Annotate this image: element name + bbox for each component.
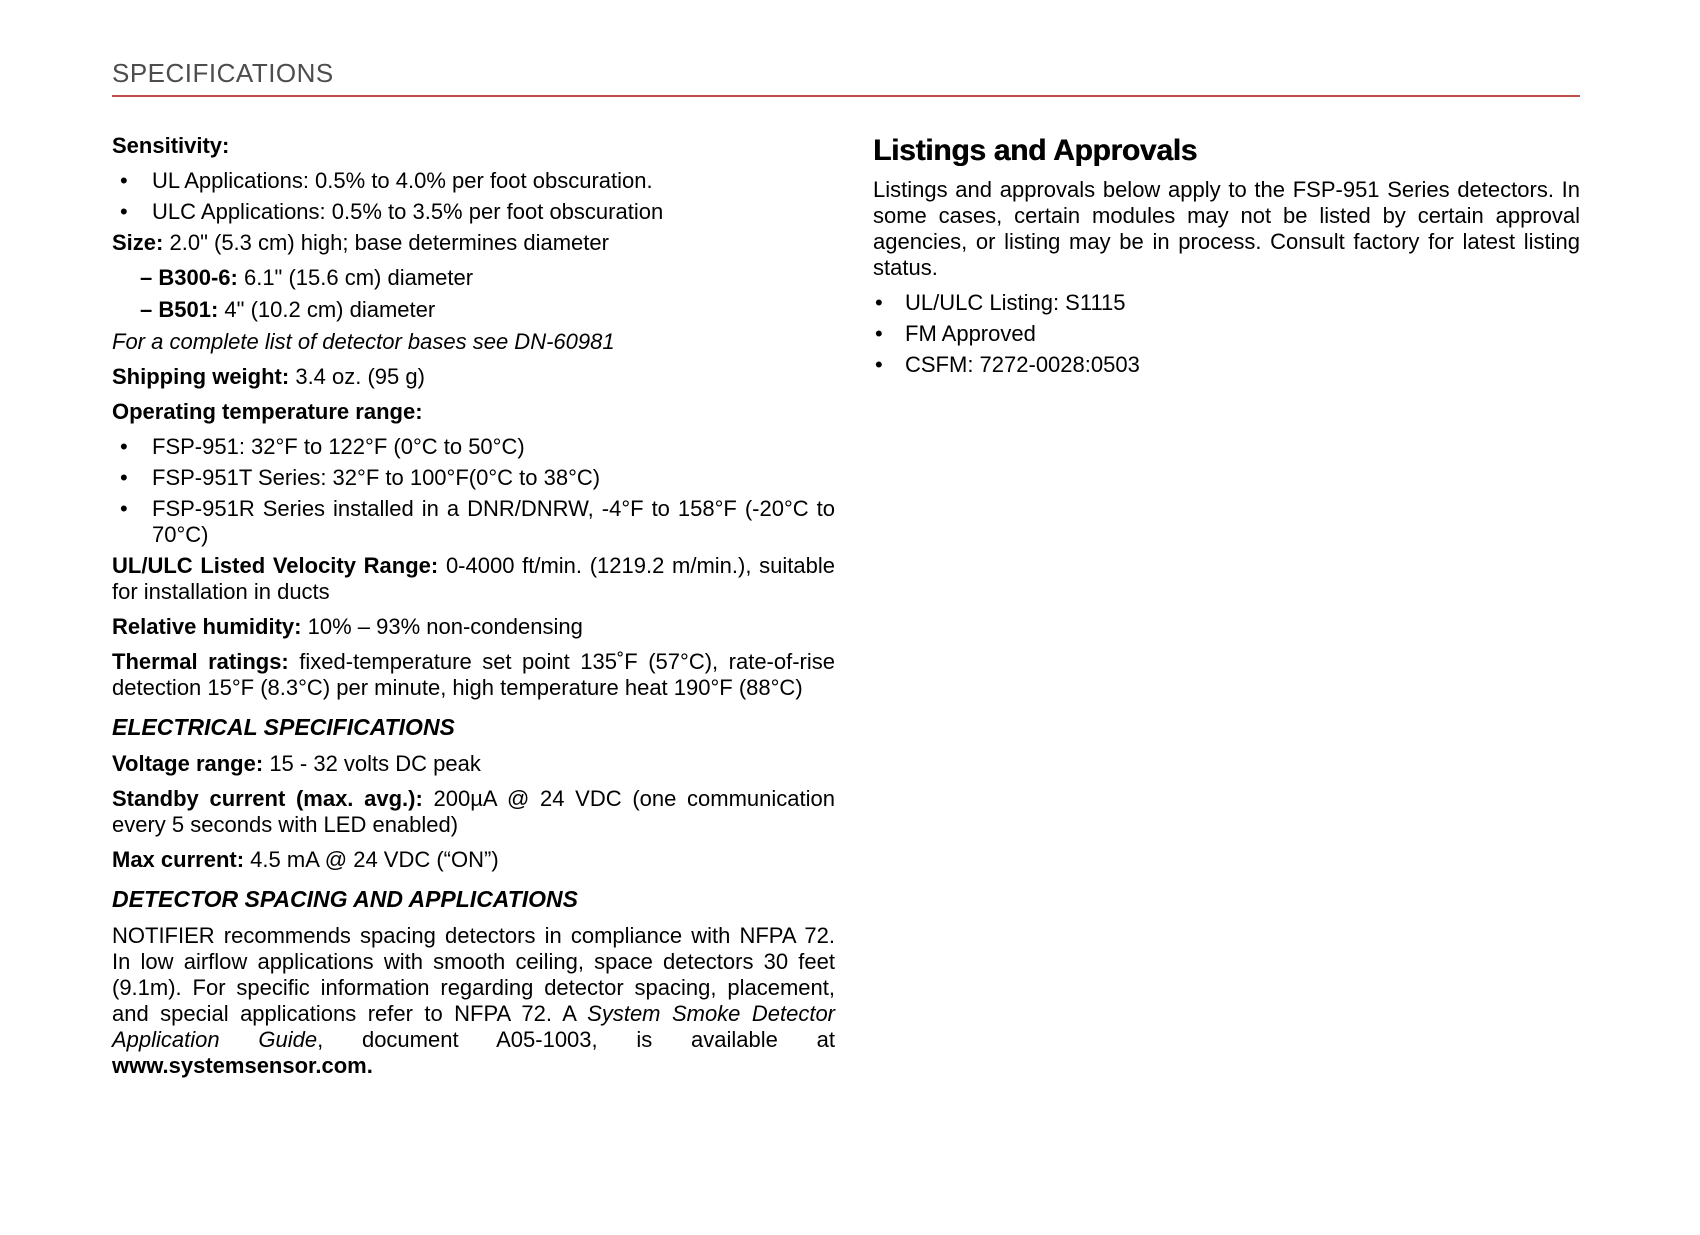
spec-value: 200µA @ 24 VDC (one communication every 5 seconds with LED enabled) [112, 786, 835, 837]
spec-label: Max current: [112, 847, 245, 872]
spec-label: Shipping weight: [112, 364, 290, 389]
spec-value: 10% – 93% non-condensing [307, 614, 583, 639]
bullet-item-ul-applications [112, 168, 835, 194]
bullet-text: FM Approved [905, 321, 1036, 346]
bullet-item-ulc-applications [112, 199, 835, 225]
bullet-text: UL Applications: 0.5% to 4.0% per foot obscuration. [152, 168, 653, 193]
bullet-item-fsp-951r [112, 496, 835, 548]
detector-bases-note: For a complete list of detector bases see DN-60981 [112, 329, 615, 354]
spec-velocity-range [112, 553, 835, 605]
sub-item-label: – B501: [140, 297, 219, 322]
bullet-icon: • [875, 321, 883, 346]
bullet-item-fm-approved [873, 321, 1580, 347]
listings-approvals-column [873, 133, 1580, 1088]
bullet-item-fsp-951t [112, 465, 835, 491]
spec-value: 3.4 oz. (95 g) [295, 364, 425, 389]
specifications-column [112, 133, 835, 1088]
document-title-italic: System Smoke Detector Application Guide [112, 1001, 836, 1052]
bullet-item-csfm [873, 352, 1580, 378]
spec-shipping-weight [112, 364, 835, 390]
spec-label: UL/ULC Listed Velocity Range: [112, 553, 439, 578]
spec-value: 0-4000 ft/min. (1219.2 m/min.), suitable for installation in ducts [112, 553, 835, 604]
spec-max-current [112, 847, 835, 873]
spec-value: 2.0" (5.3 cm) high; base determines diameter [169, 230, 609, 255]
header-rule [112, 95, 1580, 97]
spec-label: Sensitivity: [112, 133, 230, 158]
spec-label: Standby current (max. avg.): [112, 786, 423, 811]
spec-standby-current [112, 786, 835, 838]
bullet-icon: • [120, 434, 128, 459]
sub-item-value: 6.1" (15.6 cm) diameter [243, 265, 474, 290]
spec-value: 4.5 mA @ 24 VDC (“ON”) [250, 847, 499, 872]
page-header [112, 58, 1580, 97]
bullet-text: FSP-951: 32°F to 122°F (0°C to 50°C) [152, 434, 525, 459]
spec-value: 15 - 32 volts DC peak [269, 751, 481, 776]
section-heading-electrical: ELECTRICAL SPECIFICATIONS [112, 714, 455, 740]
spec-sensitivity-label [112, 133, 835, 159]
spec-label: Size: [112, 230, 164, 255]
spec-label: Operating temperature range: [112, 399, 423, 424]
bullet-icon: • [875, 352, 883, 377]
bullet-icon: • [120, 199, 128, 224]
website-link[interactable]: www.systemsensor.com. [112, 1053, 373, 1078]
spec-thermal-ratings [112, 649, 835, 701]
spec-relative-humidity [112, 614, 835, 640]
bullet-item-ul-ulc-listing [873, 290, 1580, 316]
paragraph-text: NOTIFIER recommends spacing detectors in compliance with NFPA 72. In low airflow applications with smooth ceiling, space detectors 30 feet (9.1m). For specific information regarding detector spacing, placement, and special applications refer to NFPA 72. A [112, 923, 835, 1026]
bullet-text: UL/ULC Listing: S1115 [905, 290, 1126, 315]
detector-spacing-paragraph [112, 923, 835, 1079]
bullet-icon: • [120, 465, 128, 490]
paragraph-text: , document A05-1003, is available at [317, 1027, 835, 1052]
sub-item-b501 [140, 297, 835, 323]
bullet-icon: • [875, 290, 883, 315]
two-column-layout [112, 133, 1580, 1088]
bullet-item-fsp-951 [112, 434, 835, 460]
bullet-icon: • [120, 496, 128, 521]
spec-size [112, 230, 835, 256]
spec-label: Relative humidity: [112, 614, 302, 639]
bullet-icon: • [120, 168, 128, 193]
bullet-text: CSFM: 7272-0028:0503 [905, 352, 1140, 377]
sub-item-b300-6 [140, 265, 835, 291]
spec-value: fixed-temperature set point 135˚F (57°C), rate-of-rise detection 15°F (8.3°C) per minute, high temperature heat 190°F (88°C) [112, 649, 836, 700]
bullet-text: ULC Applications: 0.5% to 3.5% per foot obscuration [152, 199, 664, 224]
spec-voltage-range [112, 751, 835, 777]
sub-item-label: – B300-6: [140, 265, 238, 290]
sub-item-value: 4" (10.2 cm) diameter [224, 297, 436, 322]
bullet-text: FSP-951T Series: 32°F to 100°F(0°C to 38°C) [152, 465, 601, 490]
listings-approvals-heading: Listings and Approvals [873, 134, 1198, 167]
spec-operating-temp-label [112, 399, 835, 425]
bullet-text: FSP-951R Series installed in a DNR/DNRW, -4°F to 158°F (-20°C to 70°C) [152, 496, 835, 547]
section-heading-detector-spacing: DETECTOR SPACING AND APPLICATIONS [112, 886, 578, 912]
page-title: SPECIFICATIONS [112, 58, 334, 88]
spec-label: Voltage range: [112, 751, 264, 776]
spec-label: Thermal ratings: [112, 649, 289, 674]
listings-approvals-paragraph: Listings and approvals below apply to the FSP-951 Series detectors. In some cases, certain modules may not be listed by certain approval agencies, or listing may be in process. Consult factory for latest listing status. [873, 177, 1580, 280]
